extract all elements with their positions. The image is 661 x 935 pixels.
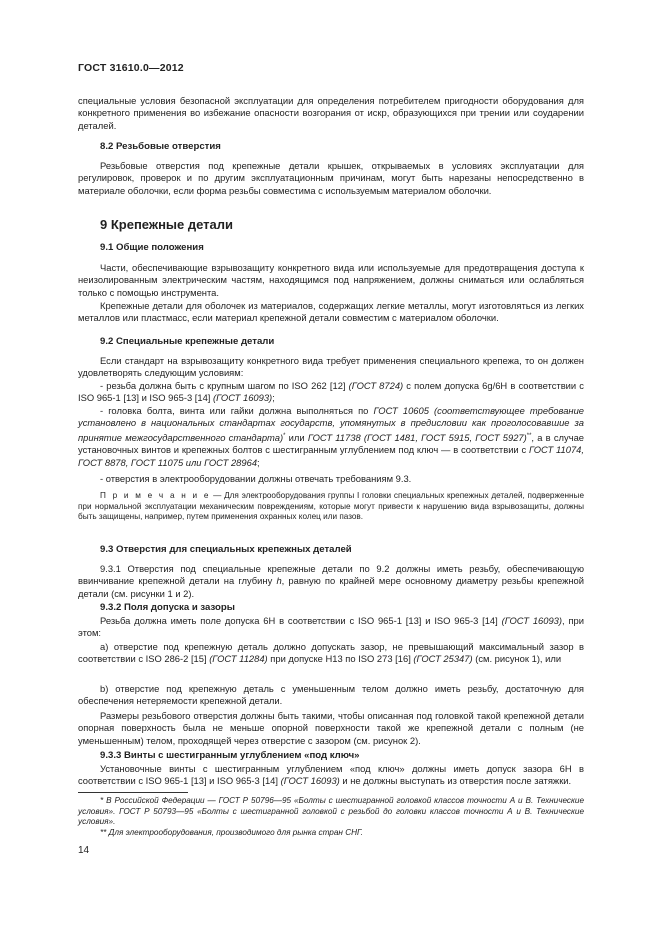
paragraph-9-1b: Крепежные детали для оболочек из материалов, содержащих легкие металлы, могут изготовляться из легких металлов или пластмасс, если материал крепежной детали совместим с материалом оболочки. bbox=[78, 300, 584, 324]
paragraph-9-2c: - головка болта, винта или гайки должна выполняться по ГОСТ 10605 (соответствующее требование установлено в национальных стандартах государств, упомянутых в предисловии как проголосовавшие за принятие межгосударственного стандарта)* или ГОСТ 11738 (ГОСТ 1481, ГОСТ 5915, ГОСТ 5927)**, а в случае установочных винтов и крепежных болтов с шестигранным углублением под ключ — в соответствии с ГОСТ 11074, ГОСТ 8878, ГОСТ 11075 или ГОСТ 28964; bbox=[78, 405, 585, 468]
paragraph-8-2: Резьбовые отверстия под крепежные детали крышек, открываемых в условиях эксплуатации для регулировок, проверок и по другим эксплуатационным причинам, могут быть нарезаны непосредственно в материале оболочки, если форма резьбы совместима с используемым материалом оболочки. bbox=[78, 160, 584, 196]
paragraph-9-3-2c: b) отверстие под крепежную деталь с уменьшенным телом должно иметь резьбу, достаточную для обеспечения нетеряемости крепежной детали. bbox=[78, 683, 584, 707]
heading-9-1: 9.1 Общие положения bbox=[100, 242, 204, 253]
paragraph-9-3-1: 9.3.1 Отверстия под специальные крепежные детали по 9.2 должны иметь резьбу, обеспечивающую ввинчивание крепежной детали на глубину h, равную по крайней мере основному диаметру резьбы крепежной детали (см. рисунки 1 и 2). bbox=[78, 563, 585, 599]
paragraph-9-2a: Если стандарт на взрывозащиту конкретного вида требует применения специального крепежа, то он должен удовлетворять следующим условиям: bbox=[78, 355, 584, 379]
paragraph-9-3-2a: Резьба должна иметь поле допуска 6H в соответствии с ISO 965-1 [13] и ISO 965-3 [14] (ГОСТ 16093), при этом: bbox=[78, 615, 584, 639]
document-header: ГОСТ 31610.0—2012 bbox=[78, 62, 184, 74]
paragraph-9-2b: - резьба должна быть с крупным шагом по ISO 262 [12] (ГОСТ 8724) с полем допуска 6g/6H в соответствии с ISO 965-1 [13] и ISO 965-3 [14] (ГОСТ 16093); bbox=[78, 380, 584, 404]
paragraph-intro: специальные условия безопасной эксплуатации для определения потребителем пригодности оборудования для конкретного применения во избежание опасности возгорания от искр, образующихся при трении или соударении деталей. bbox=[78, 95, 584, 131]
paragraph-9-3-2b: a) отверстие под крепежную деталь должно допускать зазор, не превышающий максимальный зазор в соответствии с ISO 286-2 [15] (ГОСТ 11284) при допуске H13 по ISO 273 [16] (ГОСТ 25347) (см. рисунок 1), или bbox=[78, 641, 584, 665]
footnote-1: * В Российской Федерации — ГОСТ Р 50796—95 «Болты с шестигранной головкой классов точности А и В. Технические условия». ГОСТ Р 50793—95 «Болты с шестигранной головкой с резьбой до головки классов точности А и В. Технические условия». bbox=[78, 796, 584, 827]
footnote-divider bbox=[78, 792, 188, 793]
paragraph-9-3-3: Установочные винты с шестигранным углублением «под ключ» должны иметь допуск зазора 6H в соответствии с ISO 965-1 [13] и ISO 965-3 [14] (ГОСТ 16093) и не должны выступать из отверстия после затяжки. bbox=[78, 763, 584, 787]
note: П р и м е ч а н и е — Для электрооборудования группы I головки специальных крепежных деталей, подверженные при нормальной эксплуатации механическим повреждениям, которые могут привести к нарушению вида взрывозащиты, должны быть защищены, например, путем применения охранных колец или пазов. bbox=[78, 491, 584, 522]
paragraph-9-3-2d: Размеры резьбового отверстия должны быть такими, чтобы описанная под головкой такой крепежной детали опорная поверхность была не меньше опорной поверхности такой же крепежной детали с полным (не уменьшенным) телом, проходящей через отверстие с зазором (см. рисунок 2). bbox=[78, 710, 584, 746]
heading-9-2: 9.2 Специальные крепежные детали bbox=[100, 336, 275, 347]
heading-8-2: 8.2 Резьбовые отверстия bbox=[100, 141, 221, 152]
heading-9-3-2: 9.3.2 Поля допуска и зазоры bbox=[100, 602, 235, 613]
heading-9: 9 Крепежные детали bbox=[100, 217, 234, 232]
paragraph-9-2d: - отверстия в электрооборудовании должны отвечать требованиям 9.3. bbox=[100, 473, 412, 484]
paragraph-9-1a: Части, обеспечивающие взрывозащиту конкретного вида или используемые для предотвращения доступа к неизолированным электрическим частям, находящимся под напряжением, должны сниматься или ослабляться только с помощью инструмента. bbox=[78, 262, 584, 298]
footnote-2: ** Для электрооборудования, производимого для рынка стран СНГ. bbox=[100, 828, 363, 837]
heading-9-3-3: 9.3.3 Винты с шестигранным углублением «под ключ» bbox=[100, 750, 360, 761]
page-number: 14 bbox=[78, 845, 90, 856]
heading-9-3: 9.3 Отверстия для специальных крепежных деталей bbox=[100, 544, 352, 555]
